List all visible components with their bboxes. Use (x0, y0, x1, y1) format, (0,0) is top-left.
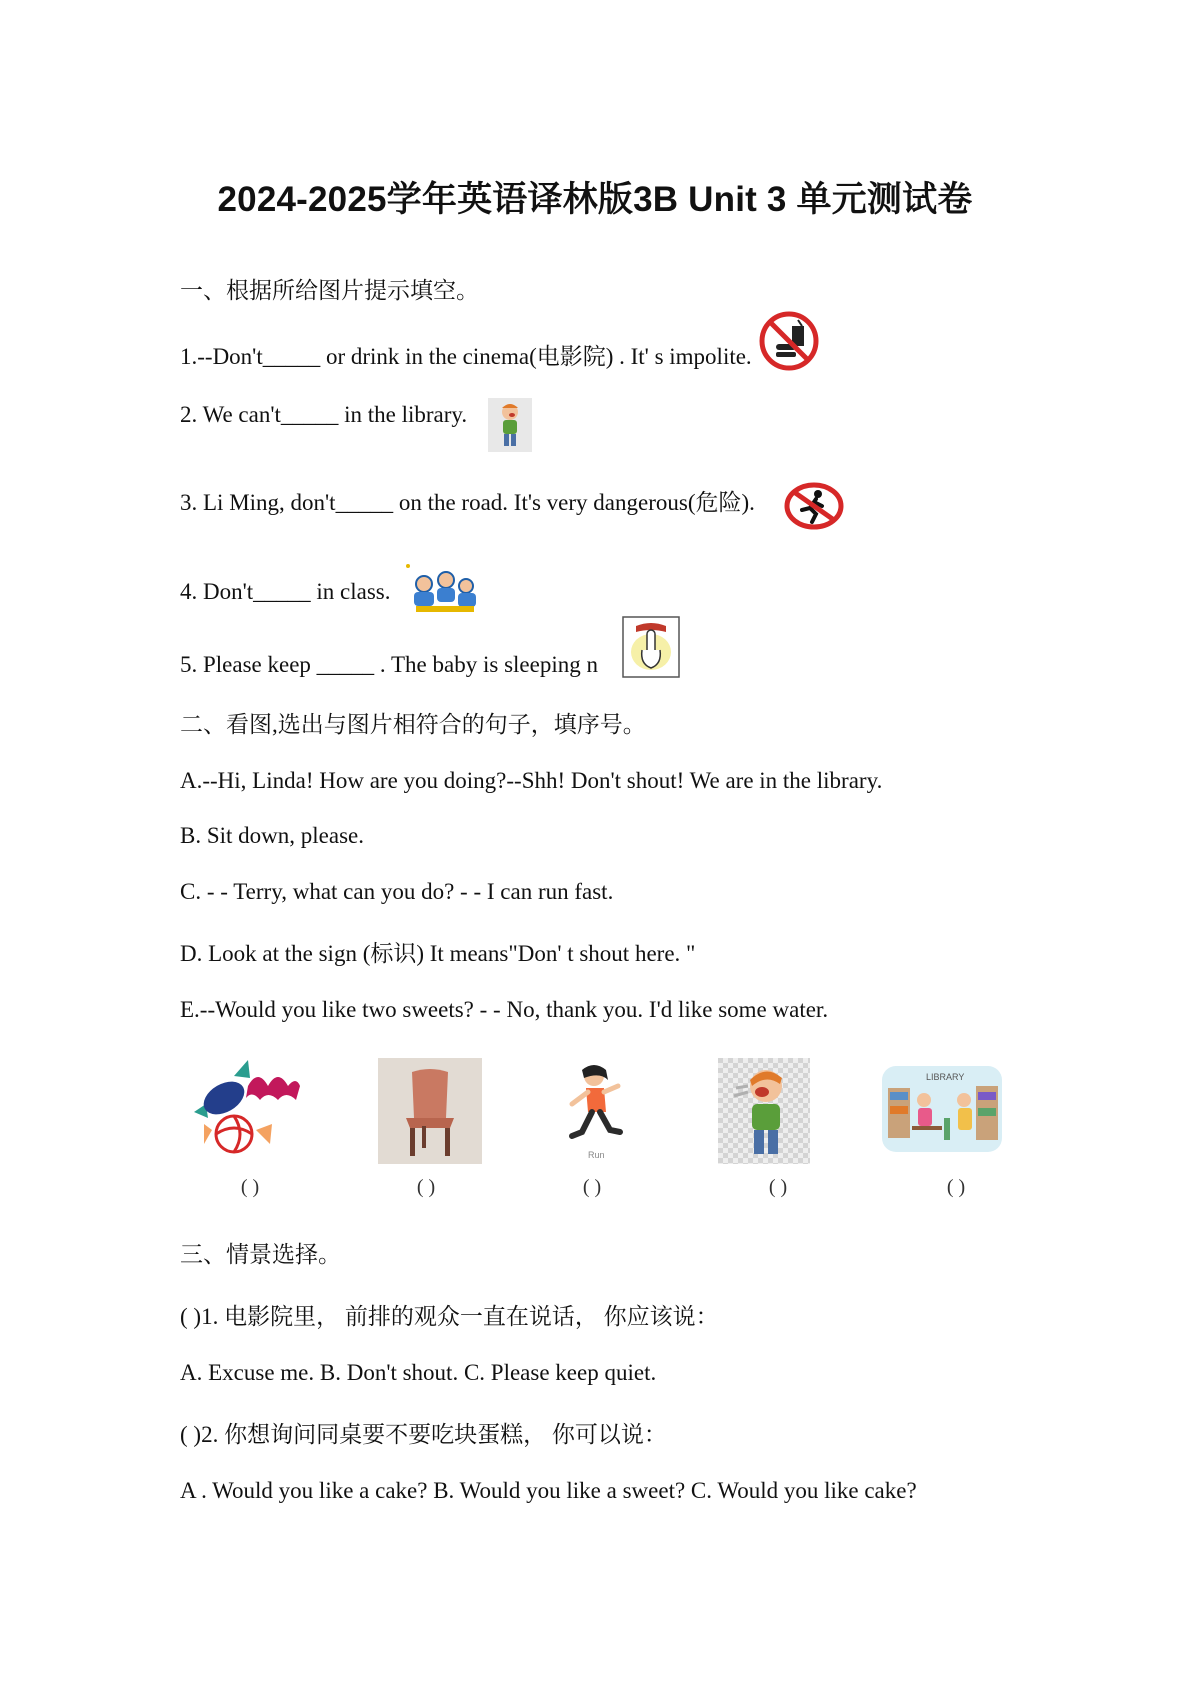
option-c: C. - - Terry, what can you do? - - I can run fast. (180, 879, 614, 904)
answer-blank-1[interactable]: ( ) (240, 1176, 260, 1198)
no-running-sign-icon (784, 482, 844, 530)
chair-picture (378, 1058, 482, 1164)
section-2-heading: 二、看图,选出与图片相符合的句子，填序号。 (180, 712, 646, 737)
library-label: LIBRARY (926, 1072, 965, 1082)
situation-2-prompt: ( )2. 你想询问同桌要不要吃块蛋糕， 你可以说： (180, 1422, 667, 1447)
question-3: 3. Li Ming, don't_____ on the road. It's very dangerous(危险). (180, 490, 755, 515)
option-b: B. Sit down, please. (180, 823, 364, 848)
situation-1-prompt: ( )1. 电影院里， 前排的观众一直在说话， 你应该说： (180, 1304, 719, 1329)
running-girl-picture (560, 1060, 632, 1164)
library-scene-picture (880, 1060, 1004, 1156)
option-a: A.--Hi, Linda! How are you doing?--Shh! Don't shout! We are in the library. (180, 768, 883, 793)
option-d: D. Look at the sign (标识) It means"Don' t shout here. " (180, 941, 696, 966)
shouting-boy-picture (488, 398, 532, 452)
sweets-picture (186, 1052, 306, 1156)
situation-2-options: A . Would you like a cake? B. Would you like a sweet? C. Would you like cake? (180, 1478, 917, 1503)
section-3-heading: 三、情景选择。 (180, 1242, 341, 1267)
question-5: 5. Please keep _____ . The baby is sleeping n (180, 652, 598, 677)
question-4: 4. Don't_____ in class. (180, 579, 391, 604)
page-title: 2024-2025学年英语译林版3B Unit 3 单元测试卷 (217, 180, 973, 219)
run-label: Run (588, 1150, 605, 1160)
answer-blank-5[interactable]: ( ) (946, 1176, 966, 1198)
answer-blank-3[interactable]: ( ) (582, 1176, 602, 1198)
situation-1-options: A. Excuse me. B. Don't shout. C. Please keep quiet. (180, 1360, 657, 1385)
no-food-drink-sign-icon (758, 310, 820, 372)
kids-talking-in-class-picture (402, 562, 484, 618)
answer-blank-2[interactable]: ( ) (416, 1176, 436, 1198)
section-1-heading: 一、根据所给图片提示填空。 (180, 278, 479, 303)
answer-blank-4[interactable]: ( ) (768, 1176, 788, 1198)
question-1: 1.--Don't_____ or drink in the cinema(电影院) . It' s impolite. (180, 344, 752, 369)
keep-quiet-finger-icon (622, 616, 680, 678)
question-2: 2. We can't_____ in the library. (180, 402, 468, 427)
option-e: E.--Would you like two sweets? - - No, thank you. I'd like some water. (180, 997, 829, 1022)
shouting-boy-large-picture (718, 1058, 810, 1164)
